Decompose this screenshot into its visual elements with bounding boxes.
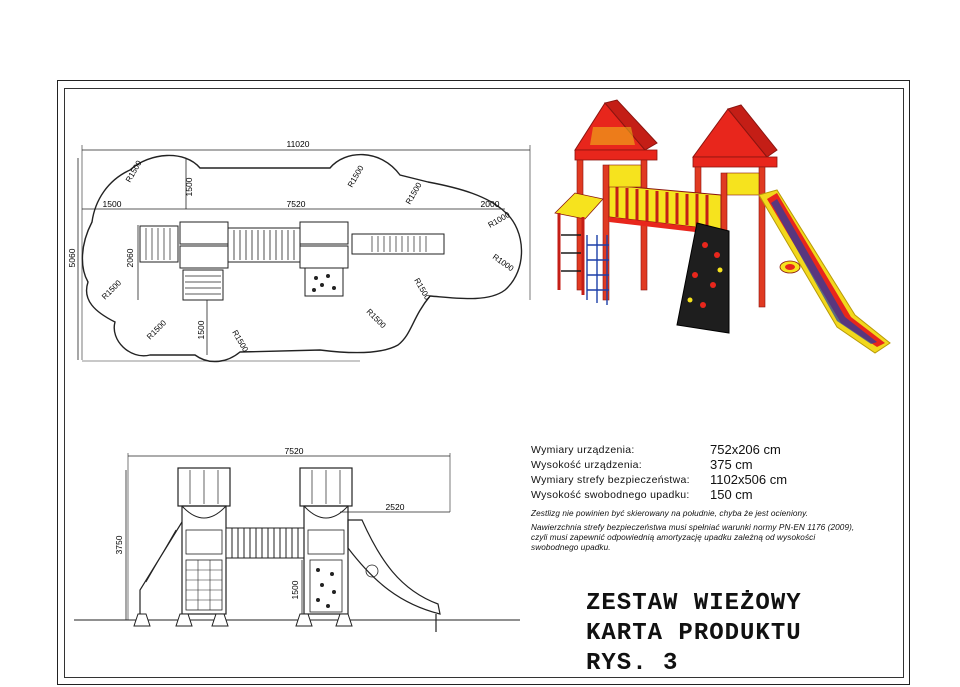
spec-label: Wysokość swobodnego upadku:: [531, 489, 690, 501]
plan-dim-text: 1500: [184, 177, 194, 197]
plan-radius-text: R1500: [230, 328, 250, 354]
plan-radius-text: R1500: [364, 307, 388, 331]
plan-dim-text: 11020: [286, 139, 310, 149]
spec-value: 752x206 cm: [710, 442, 781, 457]
elev-dim-text: 7520: [284, 446, 304, 456]
title-line: RYS. 3: [586, 650, 679, 677]
plan-dim-text: 5060: [67, 248, 77, 268]
plan-radius-text: R1500: [145, 318, 169, 342]
plan-radius-text: R1500: [100, 278, 124, 302]
title-line: ZESTAW WIEŻOWY: [586, 590, 802, 617]
plan-radius-text: R1000: [486, 210, 512, 230]
note-line: Zestlizg nie powinien być skierowany na południe, chyba że jest ocieniony.: [531, 509, 809, 518]
spec-label: Wymiary strefy bezpieczeństwa:: [531, 474, 690, 486]
plan-dim-text: 7520: [286, 199, 306, 209]
elev-dim-text: 2520: [385, 502, 405, 512]
plan-radius-text: R1500: [345, 164, 366, 189]
plan-radius-text: R1000: [490, 252, 516, 274]
elev-dim-text: 1500: [290, 580, 300, 600]
plan-dim-text: 2060: [125, 248, 135, 268]
plan-dim-text: 2000: [480, 199, 500, 209]
note-line: swobodnego upadku.: [531, 543, 611, 552]
plan-dim-text: 1500: [102, 199, 122, 209]
spec-value: 150 cm: [710, 487, 753, 502]
elev-slide: [348, 520, 440, 614]
plan-radius-text: R1500: [123, 159, 144, 184]
elev-left-ladder: [186, 560, 222, 610]
spec-label: Wysokość urządzenia:: [531, 459, 642, 471]
note-line: Nawierzchnia strefy bezpieczeństwa musi spełniać warunki normy PN-EN 1176 (2009),: [531, 523, 855, 532]
spec-value: 375 cm: [710, 457, 753, 472]
elev-left-ramp: [140, 522, 182, 614]
title-line: KARTA PRODUKTU: [586, 620, 802, 647]
note-line: czyli musi zapewnić odpowiednią amortyzację upadku zależną od wysokości: [531, 533, 816, 542]
elev-dim-text: 3750: [114, 535, 124, 555]
plan-radius-text: R1500: [403, 181, 424, 206]
plan-dim-text: 1500: [196, 320, 206, 340]
plan-radius-text: R1500: [412, 276, 432, 302]
elev-climbing-wall: [310, 560, 342, 612]
spec-value: 1102x506 cm: [710, 472, 788, 487]
spec-label: Wymiary urządzenia:: [531, 444, 635, 456]
